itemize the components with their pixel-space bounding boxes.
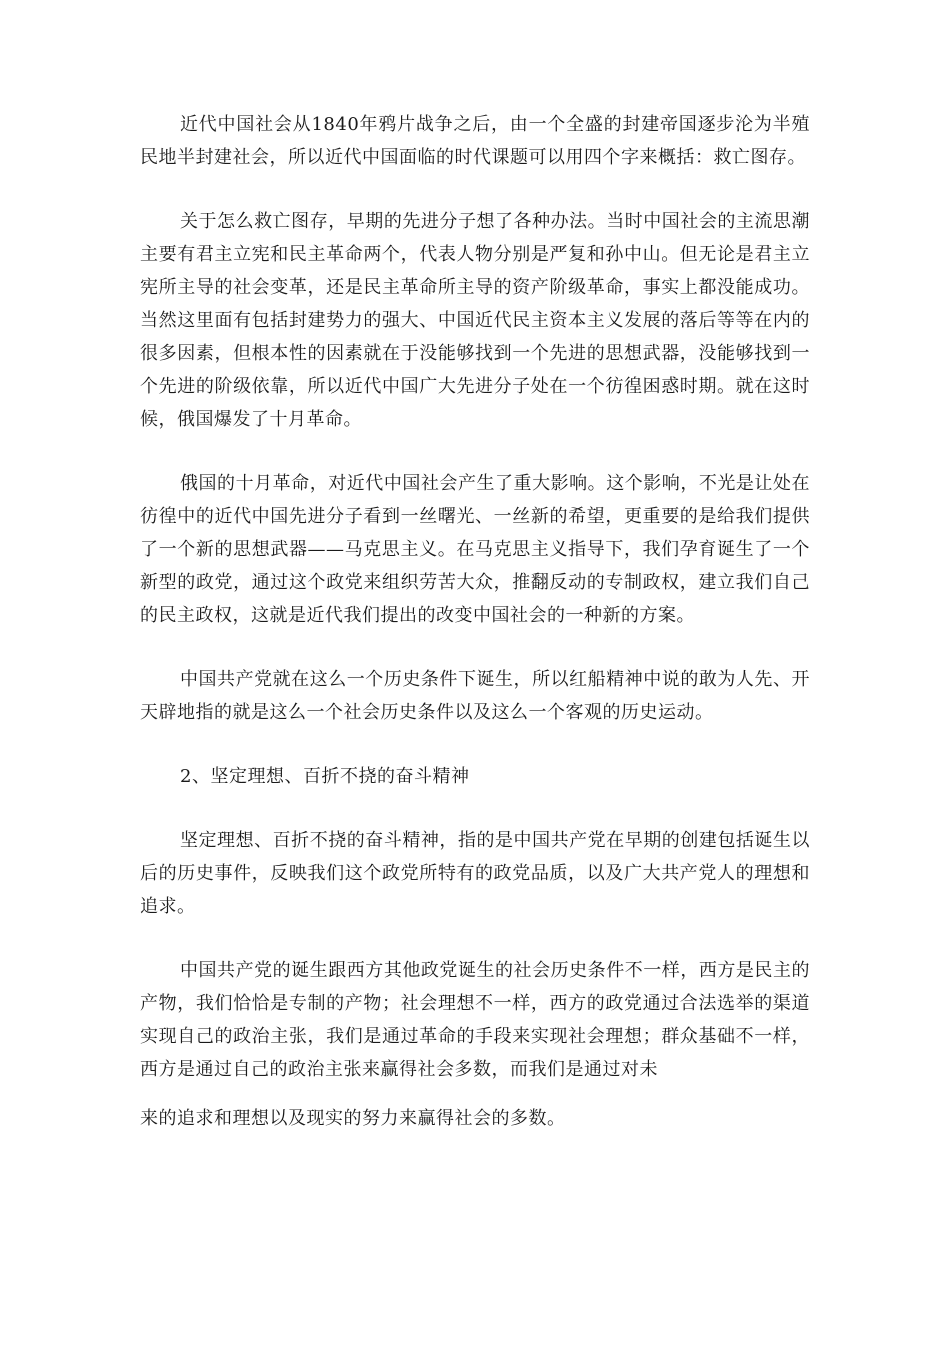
paragraph-1: 近代中国社会从1840年鸦片战争之后，由一个全盛的封建帝国逐步沦为半殖民地半封建社会，所以近代中国面临的时代课题可以用四个字来概括：救亡图存。 [140,114,810,168]
section-heading: 2、坚定理想、百折不挠的奋斗精神 [180,766,470,787]
paragraph-2: 关于怎么救亡图存，早期的先进分子想了各种办法。当时中国社会的主流思潮主要有君主立宪和民主革命两个，代表人物分别是严复和孙中山。但无论是君主立宪所主导的社会变革，还是民主革命所主导的资产阶级革命，事实上都没能成功。当然这里面有包括封建势力的强大、中国近代民主资本主义发展的落后等等在内的很多因素，但根本性的因素就在于没能够找到一个先进的思想武器，没能够找到一个先进的阶级依靠，所以近代中国广大先进分子处在一个彷徨困惑时期。就在这时候，俄国爆发了十月革命。 [140,211,810,430]
paragraph-6: 中国共产党的诞生跟西方其他政党诞生的社会历史条件不一样，西方是民主的产物，我们恰恰是专制的产物；社会理想不一样，西方的政党通过合法选举的渠道实现自己的政治主张，我们是通过革命的手段来实现社会理想；群众基础不一样，西方是通过自己的政治主张来赢得社会多数，而我们是通过对未 [140,960,810,1080]
paragraph-4: 中国共产党就在这么一个历史条件下诞生，所以红船精神中说的敢为人先、开天辟地指的就是这么一个社会历史条件以及这么一个客观的历史运动。 [140,669,810,723]
paragraph-3: 俄国的十月革命，对近代中国社会产生了重大影响。这个影响，不光是让处在彷徨中的近代中国先进分子看到一丝曙光、一丝新的希望，更重要的是给我们提供了一个新的思想武器——马克思主义。在马克思主义指导下，我们孕育诞生了一个新型的政党，通过这个政党来组织劳苦大众，推翻反动的专制政权，建立我们自己的民主政权，这就是近代我们提出的改变中国社会的一种新的方案。 [140,473,810,626]
document-body [140,108,810,1135]
paragraph-6-continuation: 来的追求和理想以及现实的努力来赢得社会的多数。 [140,1108,566,1129]
paragraph-5: 坚定理想、百折不挠的奋斗精神，指的是中国共产党在早期的创建包括诞生以后的历史事件，反映我们这个政党所特有的政党品质，以及广大共产党人的理想和追求。 [140,830,810,917]
